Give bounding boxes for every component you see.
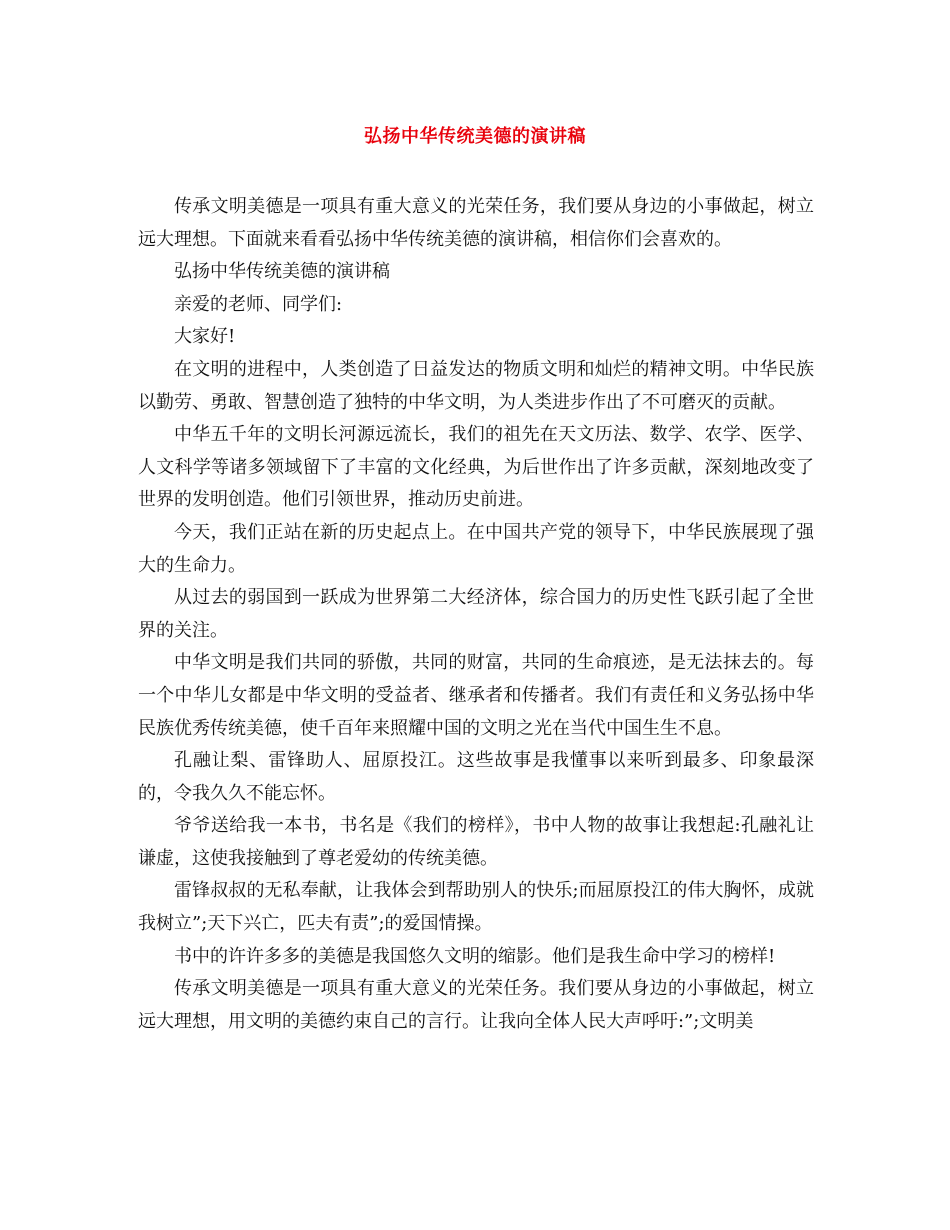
paragraph: 中华文明是我们共同的骄傲，共同的财富，共同的生命痕迹，是无法抹去的。每一个中华儿女都是中华文明的受益者、继承者和传播者。我们有责任和义务弘扬中华民族优秀传统美德，使千百年来照耀中国的文明之光在当代中国生生不息。 (138, 652, 814, 739)
paragraph: 传承文明美德是一项具有重大意义的光荣任务，我们要从身边的小事做起，树立远大理想。下面就来看看弘扬中华传统美德的演讲稿，相信你们会喜欢的。 (138, 196, 814, 250)
paragraph: 从过去的弱国到一跃成为世界第二大经济体，综合国力的历史性飞跃引起了全世界的关注。 (138, 587, 814, 641)
paragraph: 孔融让梨、雷锋助人、屈原投江。这些故事是我懂事以来听到最多、印象最深的，令我久久不能忘怀。 (138, 750, 814, 804)
document-title: 弘扬中华传统美德的演讲稿 (364, 126, 586, 147)
paragraph: 今天，我们正站在新的历史起点上。在中国共产党的领导下，中华民族展现了强大的生命力。 (138, 521, 814, 576)
paragraph: 中华五千年的文明长河源远流长，我们的祖先在天文历法、数学、农学、医学、人文科学等诸多领域留下了丰富的文化经典，为后世作出了许多贡献，深刻地改变了世界的发明创造。他们引领世界，推动历史前进。 (138, 424, 814, 511)
paragraph: 大家好! (174, 326, 236, 348)
document-body (138, 191, 814, 1038)
paragraph: 雷锋叔叔的无私奉献，让我体会到帮助别人的快乐;而屈原投江的伟大胸怀，成就我树立”;天下兴亡，匹夫有责”;的爱国情操。 (138, 880, 814, 935)
paragraph: 传承文明美德是一项具有重大意义的光荣任务。我们要从身边的小事做起，树立远大理想，用文明的美德约束自己的言行。让我向全体人民大声呼吁:”;文明美 (138, 978, 814, 1032)
paragraph: 亲爱的老师、同学们: (174, 293, 343, 315)
paragraph: 爷爷送给我一本书，书名是《我们的榜样》，书中人物的故事让我想起:孔融礼让谦虚，这使我接触到了尊老爱幼的传统美德。 (138, 815, 814, 869)
paragraph: 书中的许许多多的美德是我国悠久文明的缩影。他们是我生命中学习的榜样! (174, 945, 776, 967)
paragraph: 弘扬中华传统美德的演讲稿 (174, 261, 390, 283)
paragraph: 在文明的进程中，人类创造了日益发达的物质文明和灿烂的精神文明。中华民族以勤劳、勇敢、智慧创造了独特的中华文明，为人类进步作出了不可磨灭的贡献。 (138, 358, 814, 413)
